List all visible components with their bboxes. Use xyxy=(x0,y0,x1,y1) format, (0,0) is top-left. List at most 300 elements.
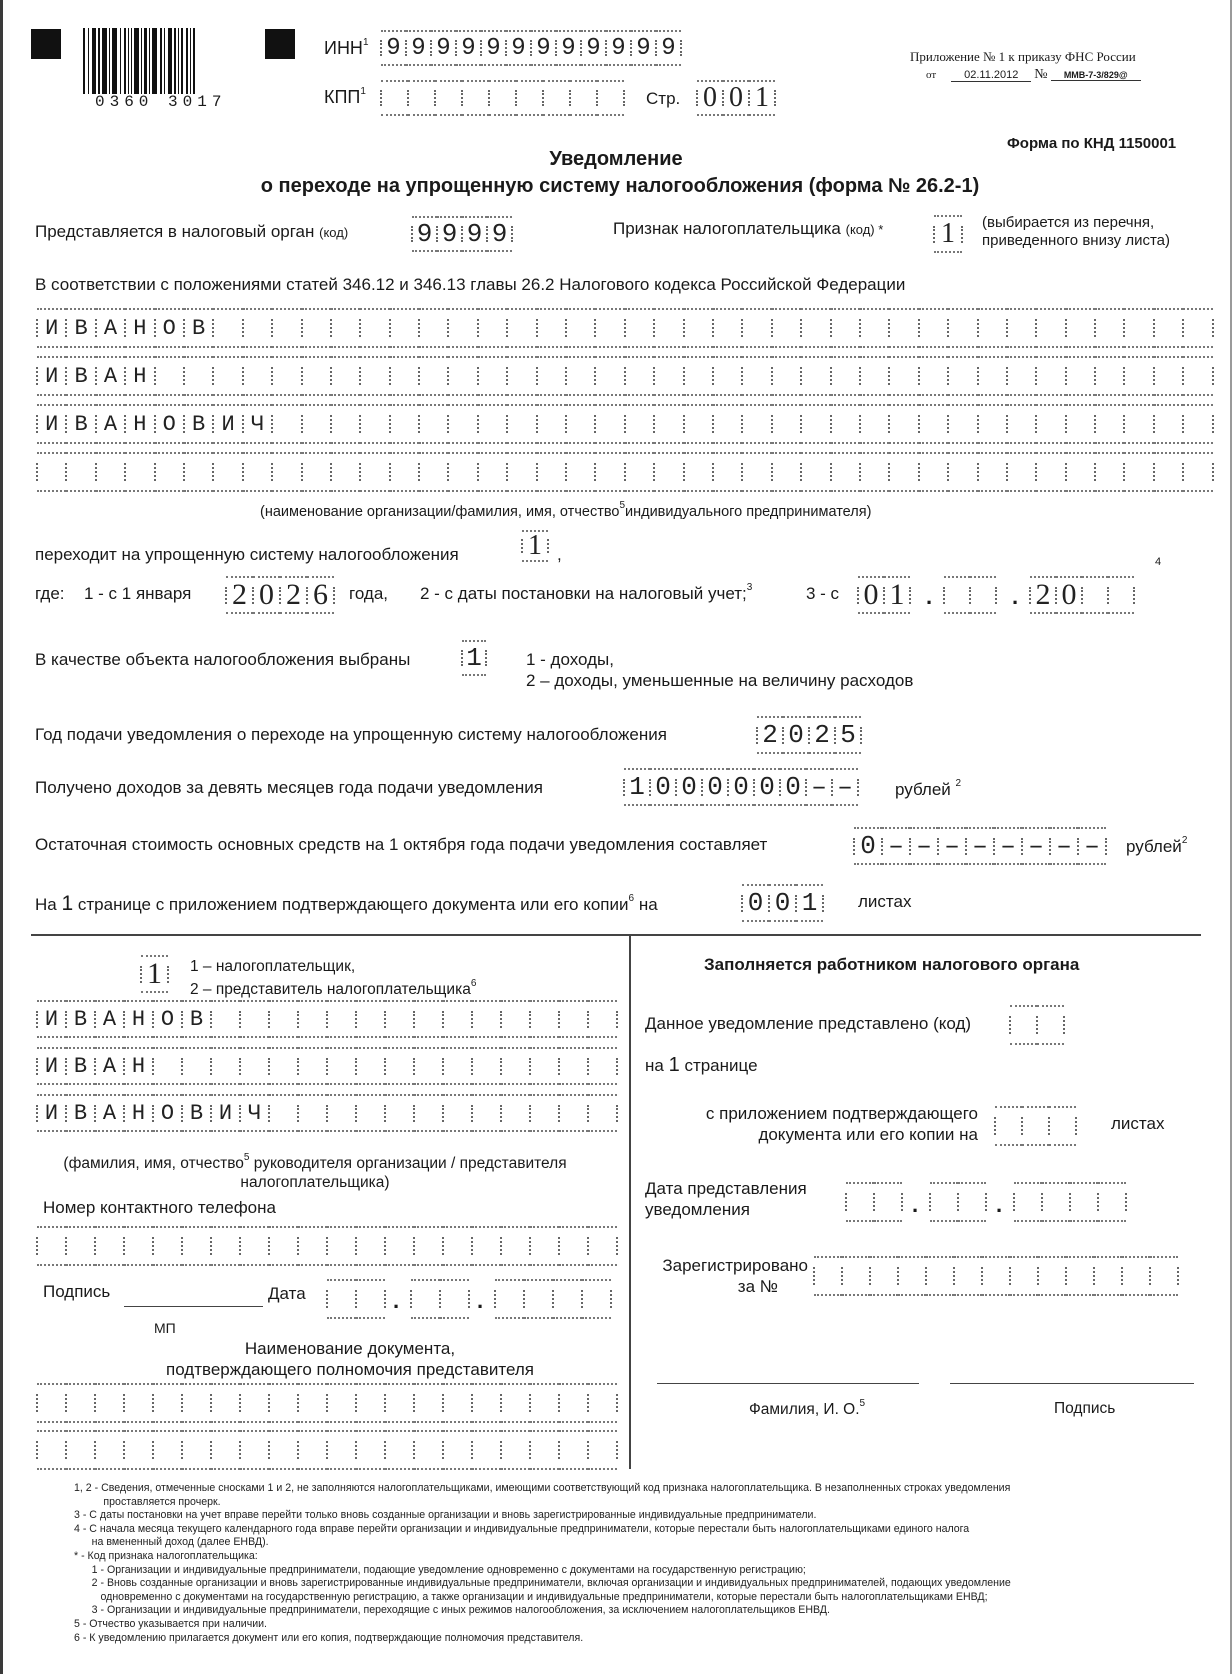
input-cell[interactable] xyxy=(919,308,948,348)
input-cell[interactable] xyxy=(1066,452,1095,492)
input-cell[interactable]: 1 xyxy=(934,215,962,253)
input-cell[interactable] xyxy=(772,404,801,444)
input-cell[interactable] xyxy=(772,452,801,492)
input-cell[interactable] xyxy=(801,452,830,492)
input-cell[interactable] xyxy=(1183,308,1212,348)
input-cell[interactable]: 0 xyxy=(780,768,806,806)
input-cell[interactable] xyxy=(954,1256,982,1296)
input-cell[interactable] xyxy=(37,452,66,492)
input-cell[interactable] xyxy=(1124,452,1153,492)
input-cell[interactable]: 9 xyxy=(556,30,581,66)
input-cell[interactable] xyxy=(443,1383,472,1423)
input-cell[interactable] xyxy=(919,356,948,396)
input-cell[interactable] xyxy=(625,404,654,444)
input-cell[interactable] xyxy=(272,452,301,492)
input-cell[interactable] xyxy=(948,452,977,492)
input-cell[interactable] xyxy=(37,1226,66,1266)
input-cell[interactable] xyxy=(1066,308,1095,348)
input-cell[interactable] xyxy=(356,1094,385,1132)
signer-type-field[interactable] xyxy=(141,955,168,993)
input-cell[interactable]: В xyxy=(66,1094,95,1132)
input-cell[interactable]: И xyxy=(37,1047,66,1085)
input-cell[interactable] xyxy=(507,404,536,444)
input-cell[interactable] xyxy=(842,1256,870,1296)
input-cell[interactable]: Н xyxy=(124,1094,153,1132)
organization-name-row[interactable] xyxy=(37,356,1213,396)
input-cell[interactable] xyxy=(95,1383,124,1423)
input-cell[interactable] xyxy=(978,404,1007,444)
input-cell[interactable]: 1 xyxy=(749,80,775,116)
input-cell[interactable] xyxy=(327,1094,356,1132)
input-cell[interactable] xyxy=(448,404,477,444)
input-cell[interactable] xyxy=(501,1094,530,1132)
input-cell[interactable] xyxy=(1010,1005,1037,1045)
input-cell[interactable] xyxy=(874,1182,902,1222)
input-cell[interactable] xyxy=(243,308,272,348)
input-cell[interactable] xyxy=(742,452,771,492)
filing-year-field[interactable] xyxy=(757,716,861,754)
input-cell[interactable] xyxy=(414,1226,443,1266)
input-cell[interactable] xyxy=(66,1430,95,1470)
input-cell[interactable] xyxy=(414,1094,443,1132)
input-cell[interactable] xyxy=(356,1383,385,1423)
input-cell[interactable] xyxy=(948,356,977,396)
input-cell[interactable] xyxy=(889,308,918,348)
input-cell[interactable] xyxy=(559,1047,588,1085)
input-cell[interactable]: – xyxy=(806,768,832,806)
input-cell[interactable]: И xyxy=(37,1000,66,1038)
input-cell[interactable]: 0 xyxy=(1056,576,1082,614)
input-cell[interactable]: 9 xyxy=(381,30,406,66)
input-cell[interactable] xyxy=(537,356,566,396)
input-cell[interactable] xyxy=(356,1047,385,1085)
input-cell[interactable]: 6 xyxy=(307,576,334,614)
input-cell[interactable] xyxy=(958,1182,986,1222)
input-cell[interactable] xyxy=(889,452,918,492)
input-cell[interactable] xyxy=(269,1383,298,1423)
input-cell[interactable] xyxy=(814,1256,842,1296)
input-cell[interactable] xyxy=(516,80,543,116)
input-cell[interactable] xyxy=(970,576,996,614)
input-cell[interactable] xyxy=(385,1047,414,1085)
input-cell[interactable] xyxy=(1108,576,1134,614)
taxpayer-sign-field[interactable] xyxy=(934,215,962,253)
input-cell[interactable] xyxy=(501,1226,530,1266)
authority-document-field-row[interactable] xyxy=(37,1383,617,1423)
input-cell[interactable] xyxy=(566,452,595,492)
input-cell[interactable] xyxy=(1036,404,1065,444)
input-cell[interactable] xyxy=(211,1047,240,1085)
input-cell[interactable] xyxy=(1154,308,1183,348)
input-cell[interactable] xyxy=(298,1430,327,1470)
input-cell[interactable] xyxy=(588,1383,617,1423)
input-cell[interactable] xyxy=(153,1430,182,1470)
input-cell[interactable] xyxy=(298,1094,327,1132)
input-cell[interactable] xyxy=(889,356,918,396)
input-cell[interactable] xyxy=(713,308,742,348)
input-cell[interactable] xyxy=(537,452,566,492)
input-cell[interactable]: – xyxy=(910,827,938,865)
input-cell[interactable]: 1 xyxy=(796,884,823,922)
input-cell[interactable] xyxy=(537,404,566,444)
input-cell[interactable]: И xyxy=(37,308,66,348)
office-attachment-pages-field[interactable] xyxy=(995,1106,1076,1146)
input-cell[interactable]: В xyxy=(182,1094,211,1132)
input-cell[interactable]: 0 xyxy=(702,768,728,806)
input-cell[interactable] xyxy=(184,356,213,396)
input-cell[interactable] xyxy=(684,452,713,492)
input-cell[interactable] xyxy=(211,1000,240,1038)
phone-field[interactable] xyxy=(37,1226,617,1266)
input-cell[interactable] xyxy=(889,404,918,444)
submission-date-month-field[interactable] xyxy=(930,1182,986,1222)
input-cell[interactable] xyxy=(240,1000,269,1038)
input-cell[interactable] xyxy=(385,1000,414,1038)
input-cell[interactable] xyxy=(1124,308,1153,348)
input-cell[interactable] xyxy=(713,404,742,444)
input-cell[interactable] xyxy=(331,404,360,444)
input-cell[interactable] xyxy=(566,308,595,348)
input-cell[interactable] xyxy=(684,404,713,444)
input-cell[interactable] xyxy=(153,1383,182,1423)
input-cell[interactable] xyxy=(543,80,570,116)
input-cell[interactable] xyxy=(588,1047,617,1085)
input-cell[interactable] xyxy=(1007,308,1036,348)
input-cell[interactable] xyxy=(831,452,860,492)
input-cell[interactable]: 9 xyxy=(412,216,437,252)
input-cell[interactable] xyxy=(625,308,654,348)
input-cell[interactable] xyxy=(919,452,948,492)
input-cell[interactable] xyxy=(489,80,516,116)
input-cell[interactable] xyxy=(66,1226,95,1266)
input-cell[interactable] xyxy=(524,1279,553,1319)
authority-document-field-row[interactable] xyxy=(37,1430,617,1470)
input-cell[interactable] xyxy=(926,1256,954,1296)
signer-name-row[interactable] xyxy=(37,1000,617,1038)
signer-name-row[interactable] xyxy=(37,1094,617,1132)
input-cell[interactable] xyxy=(559,1430,588,1470)
input-cell[interactable] xyxy=(360,308,389,348)
input-cell[interactable] xyxy=(414,1430,443,1470)
input-cell[interactable] xyxy=(414,1047,443,1085)
input-cell[interactable] xyxy=(507,356,536,396)
input-cell[interactable]: – xyxy=(1050,827,1078,865)
input-cell[interactable]: – xyxy=(882,827,910,865)
input-cell[interactable]: В xyxy=(66,308,95,348)
input-cell[interactable] xyxy=(66,452,95,492)
transition-code-field[interactable] xyxy=(522,530,548,562)
input-cell[interactable] xyxy=(860,452,889,492)
tax-authority-code-field[interactable] xyxy=(412,216,512,252)
input-cell[interactable] xyxy=(801,356,830,396)
input-cell[interactable] xyxy=(930,1182,958,1222)
input-cell[interactable] xyxy=(625,356,654,396)
input-cell[interactable] xyxy=(443,1430,472,1470)
input-cell[interactable]: 0 xyxy=(742,884,769,922)
input-cell[interactable] xyxy=(530,1094,559,1132)
input-cell[interactable] xyxy=(448,452,477,492)
input-cell[interactable] xyxy=(860,308,889,348)
input-cell[interactable] xyxy=(385,1094,414,1132)
input-cell[interactable]: 9 xyxy=(606,30,631,66)
input-cell[interactable]: – xyxy=(938,827,966,865)
input-cell[interactable]: В xyxy=(66,356,95,396)
signer-date-day-field[interactable] xyxy=(327,1279,385,1319)
input-cell[interactable] xyxy=(1070,1182,1098,1222)
input-cell[interactable] xyxy=(462,80,489,116)
input-cell[interactable] xyxy=(419,452,448,492)
input-cell[interactable] xyxy=(411,1279,440,1319)
input-cell[interactable] xyxy=(501,1000,530,1038)
input-cell[interactable] xyxy=(478,452,507,492)
input-cell[interactable] xyxy=(654,452,683,492)
input-cell[interactable]: 9 xyxy=(406,30,431,66)
input-cell[interactable] xyxy=(240,1383,269,1423)
input-cell[interactable]: А xyxy=(96,308,125,348)
input-cell[interactable] xyxy=(1036,308,1065,348)
input-cell[interactable] xyxy=(684,308,713,348)
input-cell[interactable] xyxy=(124,1383,153,1423)
input-cell[interactable]: 0 xyxy=(858,576,884,614)
input-cell[interactable] xyxy=(419,356,448,396)
input-cell[interactable] xyxy=(595,308,624,348)
input-cell[interactable] xyxy=(390,308,419,348)
input-cell[interactable] xyxy=(211,1226,240,1266)
input-cell[interactable]: В xyxy=(66,1047,95,1085)
input-cell[interactable] xyxy=(742,404,771,444)
input-cell[interactable] xyxy=(66,1383,95,1423)
input-cell[interactable]: 0 xyxy=(723,80,749,116)
input-cell[interactable]: 1 xyxy=(624,768,650,806)
input-cell[interactable] xyxy=(1150,1256,1178,1296)
input-cell[interactable]: 1 xyxy=(522,530,548,562)
input-cell[interactable]: 2 xyxy=(1030,576,1056,614)
input-cell[interactable]: 1 xyxy=(884,576,910,614)
input-cell[interactable] xyxy=(213,356,242,396)
input-cell[interactable] xyxy=(472,1383,501,1423)
input-cell[interactable]: 0 xyxy=(253,576,280,614)
transition-date-month-field[interactable] xyxy=(944,576,996,614)
input-cell[interactable]: Н xyxy=(125,308,154,348)
input-cell[interactable] xyxy=(155,356,184,396)
input-cell[interactable]: 0 xyxy=(697,80,723,116)
input-cell[interactable]: 5 xyxy=(835,716,861,754)
input-cell[interactable] xyxy=(360,404,389,444)
input-cell[interactable] xyxy=(1037,1005,1064,1045)
input-cell[interactable] xyxy=(298,1226,327,1266)
input-cell[interactable] xyxy=(654,308,683,348)
submitted-code-field[interactable] xyxy=(1010,1005,1064,1045)
input-cell[interactable] xyxy=(419,308,448,348)
input-cell[interactable] xyxy=(443,1000,472,1038)
input-cell[interactable] xyxy=(1038,1256,1066,1296)
organization-name-row[interactable] xyxy=(37,452,1213,492)
input-cell[interactable] xyxy=(1082,576,1108,614)
input-cell[interactable] xyxy=(742,308,771,348)
tax-object-field[interactable] xyxy=(462,640,486,676)
input-cell[interactable] xyxy=(37,1430,66,1470)
input-cell[interactable] xyxy=(213,452,242,492)
input-cell[interactable] xyxy=(385,1226,414,1266)
input-cell[interactable] xyxy=(772,308,801,348)
input-cell[interactable]: 2 xyxy=(280,576,307,614)
registration-number-field[interactable] xyxy=(814,1256,1178,1296)
input-cell[interactable]: И xyxy=(213,404,242,444)
input-cell[interactable]: Н xyxy=(124,1000,153,1038)
organization-name-row[interactable] xyxy=(37,404,1213,444)
input-cell[interactable] xyxy=(269,1047,298,1085)
input-cell[interactable]: 9 xyxy=(487,216,512,252)
input-cell[interactable]: Н xyxy=(125,356,154,396)
input-cell[interactable] xyxy=(978,452,1007,492)
input-cell[interactable]: В xyxy=(182,1000,211,1038)
transition-date-day-field[interactable] xyxy=(858,576,910,614)
input-cell[interactable] xyxy=(860,404,889,444)
input-cell[interactable]: 0 xyxy=(783,716,809,754)
input-cell[interactable] xyxy=(831,404,860,444)
input-cell[interactable]: – xyxy=(994,827,1022,865)
input-cell[interactable] xyxy=(331,452,360,492)
input-cell[interactable] xyxy=(96,452,125,492)
input-cell[interactable] xyxy=(269,1430,298,1470)
organization-name-row[interactable] xyxy=(37,308,1213,348)
submission-date-year-field[interactable] xyxy=(1014,1182,1126,1222)
input-cell[interactable] xyxy=(1066,404,1095,444)
input-cell[interactable] xyxy=(472,1430,501,1470)
input-cell[interactable] xyxy=(269,1000,298,1038)
input-cell[interactable] xyxy=(1124,404,1153,444)
input-cell[interactable] xyxy=(443,1226,472,1266)
input-cell[interactable] xyxy=(327,1279,356,1319)
input-cell[interactable] xyxy=(898,1256,926,1296)
input-cell[interactable] xyxy=(269,1226,298,1266)
input-cell[interactable]: О xyxy=(153,1094,182,1132)
input-cell[interactable] xyxy=(495,1279,524,1319)
input-cell[interactable] xyxy=(360,452,389,492)
input-cell[interactable] xyxy=(1154,452,1183,492)
input-cell[interactable] xyxy=(298,1047,327,1085)
input-cell[interactable] xyxy=(478,404,507,444)
page-number-field[interactable] xyxy=(697,80,775,116)
input-cell[interactable] xyxy=(1007,404,1036,444)
input-cell[interactable] xyxy=(302,452,331,492)
input-cell[interactable] xyxy=(1183,452,1212,492)
input-cell[interactable]: 2 xyxy=(809,716,835,754)
input-cell[interactable] xyxy=(327,1047,356,1085)
input-cell[interactable] xyxy=(1183,404,1212,444)
input-cell[interactable] xyxy=(95,1430,124,1470)
transition-date-year-field[interactable] xyxy=(1030,576,1134,614)
inn-field[interactable] xyxy=(381,30,681,66)
input-cell[interactable] xyxy=(356,1000,385,1038)
residual-value-field[interactable] xyxy=(854,827,1106,865)
input-cell[interactable] xyxy=(243,452,272,492)
input-cell[interactable]: 0 xyxy=(854,827,882,865)
transition-year-field[interactable] xyxy=(226,576,334,614)
input-cell[interactable]: О xyxy=(153,1000,182,1038)
input-cell[interactable] xyxy=(713,356,742,396)
signer-date-month-field[interactable] xyxy=(411,1279,469,1319)
input-cell[interactable] xyxy=(846,1182,874,1222)
input-cell[interactable] xyxy=(153,1047,182,1085)
input-cell[interactable]: О xyxy=(155,404,184,444)
input-cell[interactable] xyxy=(243,356,272,396)
input-cell[interactable] xyxy=(1007,356,1036,396)
input-cell[interactable] xyxy=(213,308,242,348)
input-cell[interactable] xyxy=(831,356,860,396)
input-cell[interactable] xyxy=(298,1383,327,1423)
input-cell[interactable]: Ч xyxy=(243,404,272,444)
input-cell[interactable] xyxy=(153,1226,182,1266)
input-cell[interactable] xyxy=(1022,1106,1049,1146)
input-cell[interactable] xyxy=(302,356,331,396)
input-cell[interactable] xyxy=(272,356,301,396)
income-field[interactable] xyxy=(624,768,858,806)
signature-line[interactable] xyxy=(124,1306,263,1307)
input-cell[interactable] xyxy=(944,576,970,614)
input-cell[interactable] xyxy=(478,308,507,348)
input-cell[interactable] xyxy=(272,404,301,444)
input-cell[interactable]: А xyxy=(95,1047,124,1085)
input-cell[interactable]: А xyxy=(96,404,125,444)
input-cell[interactable] xyxy=(327,1383,356,1423)
input-cell[interactable] xyxy=(625,452,654,492)
input-cell[interactable] xyxy=(184,452,213,492)
input-cell[interactable] xyxy=(559,1000,588,1038)
input-cell[interactable] xyxy=(1066,1256,1094,1296)
attachment-pages-field[interactable] xyxy=(742,884,823,922)
input-cell[interactable] xyxy=(302,308,331,348)
input-cell[interactable] xyxy=(1014,1182,1042,1222)
input-cell[interactable] xyxy=(1095,308,1124,348)
input-cell[interactable] xyxy=(507,452,536,492)
input-cell[interactable] xyxy=(360,356,389,396)
input-cell[interactable]: 0 xyxy=(650,768,676,806)
input-cell[interactable] xyxy=(390,356,419,396)
input-cell[interactable]: – xyxy=(832,768,858,806)
input-cell[interactable] xyxy=(1094,1256,1122,1296)
input-cell[interactable] xyxy=(182,1430,211,1470)
input-cell[interactable]: А xyxy=(96,356,125,396)
input-cell[interactable] xyxy=(978,308,1007,348)
input-cell[interactable] xyxy=(597,80,624,116)
input-cell[interactable]: 0 xyxy=(676,768,702,806)
input-cell[interactable] xyxy=(124,1226,153,1266)
input-cell[interactable] xyxy=(870,1256,898,1296)
input-cell[interactable] xyxy=(435,80,462,116)
input-cell[interactable]: 0 xyxy=(728,768,754,806)
input-cell[interactable] xyxy=(327,1000,356,1038)
input-cell[interactable]: 9 xyxy=(656,30,681,66)
input-cell[interactable] xyxy=(1098,1182,1126,1222)
input-cell[interactable] xyxy=(390,404,419,444)
input-cell[interactable] xyxy=(801,404,830,444)
input-cell[interactable] xyxy=(443,1047,472,1085)
input-cell[interactable]: 1 xyxy=(141,955,168,993)
input-cell[interactable]: В xyxy=(66,404,95,444)
input-cell[interactable]: 9 xyxy=(581,30,606,66)
input-cell[interactable]: В xyxy=(184,308,213,348)
input-cell[interactable]: 9 xyxy=(481,30,506,66)
input-cell[interactable] xyxy=(684,356,713,396)
input-cell[interactable] xyxy=(772,356,801,396)
input-cell[interactable] xyxy=(860,356,889,396)
input-cell[interactable] xyxy=(1095,356,1124,396)
input-cell[interactable] xyxy=(559,1226,588,1266)
input-cell[interactable]: – xyxy=(966,827,994,865)
input-cell[interactable]: И xyxy=(211,1094,240,1132)
input-cell[interactable] xyxy=(125,452,154,492)
